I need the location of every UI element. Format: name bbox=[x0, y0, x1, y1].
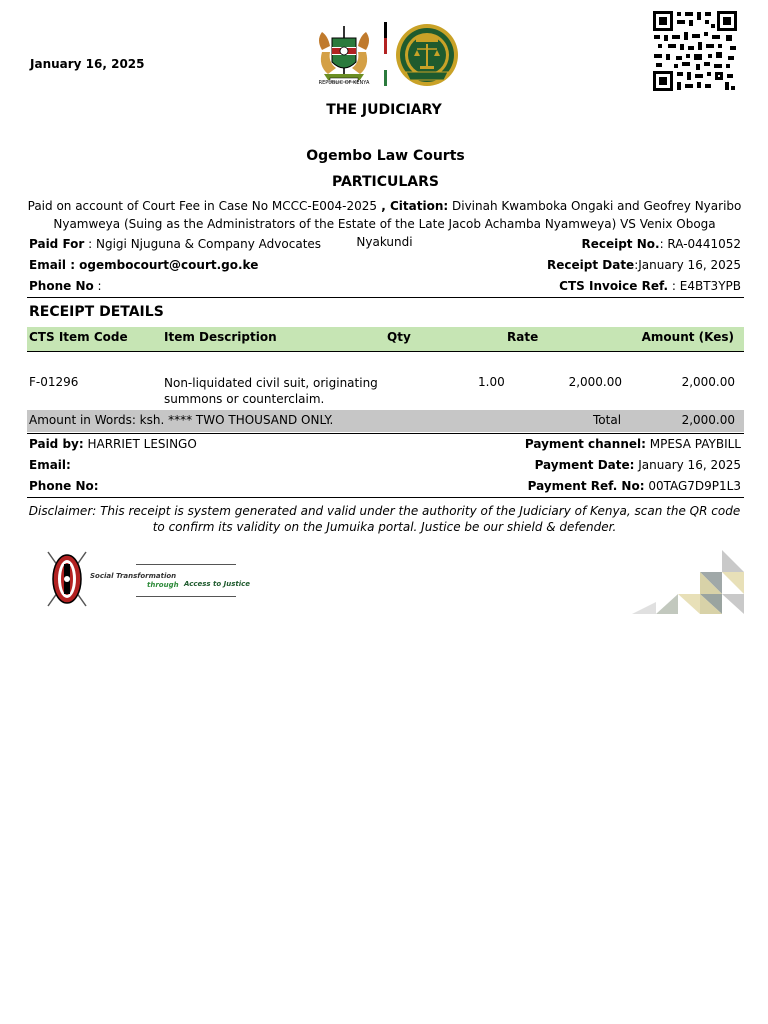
col-header-amount: Amount (Kes) bbox=[641, 330, 734, 344]
col-header-rate: Rate bbox=[507, 330, 539, 344]
total-value: 2,000.00 bbox=[681, 413, 735, 427]
phone-label: Phone No bbox=[29, 279, 94, 293]
receipt-date-header: January 16, 2025 bbox=[30, 57, 145, 71]
payer-email-label: Email: bbox=[29, 458, 71, 472]
receipt-details-title: RECEIPT DETAILS bbox=[29, 304, 164, 320]
qr-code bbox=[652, 10, 738, 92]
phone-value: : bbox=[93, 279, 102, 293]
particulars-comma: , bbox=[377, 199, 390, 213]
tagline-part-1: Social Transformation bbox=[90, 572, 177, 580]
divider bbox=[27, 497, 744, 498]
paid-by-value: HARRIET LESINGO bbox=[83, 437, 197, 451]
payment-channel-value: MPESA PAYBILL bbox=[645, 437, 741, 451]
shield-spears-logo bbox=[44, 550, 90, 608]
paid-for-label: Paid For bbox=[29, 237, 85, 251]
citation-label: Citation: bbox=[389, 199, 449, 213]
case-fee-text: Paid on account of Court Fee in Case No MCCC-E004-2025 bbox=[27, 199, 378, 213]
total-label: Total bbox=[593, 413, 622, 427]
receipt-no-label: Receipt No. bbox=[581, 237, 660, 251]
section-title: PARTICULARS bbox=[332, 174, 439, 190]
receipt-no-value: : RA-0441052 bbox=[659, 237, 741, 251]
payment-channel-label: Payment channel: bbox=[524, 437, 646, 451]
amount-in-words: Amount in Words: ksh. **** TWO THOUSAND ONLY. bbox=[29, 413, 334, 427]
payment-date-label: Payment Date: bbox=[534, 458, 635, 472]
payment-channel-line bbox=[525, 437, 741, 451]
kenya-flag-divider bbox=[384, 22, 387, 86]
tagline-part-3: Access to Justice bbox=[184, 580, 251, 588]
payment-date-line bbox=[535, 458, 741, 472]
col-header-description: Item Description bbox=[164, 330, 277, 344]
divider bbox=[27, 297, 744, 298]
cts-invoice-line bbox=[559, 279, 741, 293]
phone-line bbox=[29, 279, 102, 293]
row-qty: 1.00 bbox=[478, 375, 505, 389]
paid-for-value: : Ngigi Njuguna & Company Advocates bbox=[84, 237, 322, 251]
paid-by-label: Paid by: bbox=[29, 437, 84, 451]
receipt-date-line bbox=[547, 258, 741, 272]
payer-phone-label: Phone No: bbox=[29, 479, 99, 493]
row-amount: 2,000.00 bbox=[681, 375, 735, 389]
tagline-part-2: through bbox=[147, 581, 179, 589]
table-row bbox=[27, 375, 744, 409]
col-header-code: CTS Item Code bbox=[29, 330, 128, 344]
decorative-triangles bbox=[632, 550, 744, 614]
row-rate: 2,000.00 bbox=[568, 375, 622, 389]
amount-in-words-row bbox=[27, 410, 744, 432]
payment-ref-label: Payment Ref. No: bbox=[527, 479, 645, 493]
disclaimer: Disclaimer: This receipt is system generated and valid under the authority of the Judiciary of Kenya, scan the QR code to confirm its validity on the Jumuika portal. Justice be our shield & defender. bbox=[28, 504, 741, 534]
table-header bbox=[27, 327, 744, 352]
paid-by-line bbox=[29, 437, 197, 451]
receipt-date-label: Receipt Date bbox=[547, 258, 635, 272]
receipt-date-value: :January 16, 2025 bbox=[634, 258, 741, 272]
judiciary-seal-logo bbox=[394, 22, 460, 88]
coat-of-arms-caption: REPUBLIC OF KENYA bbox=[318, 80, 370, 86]
payment-ref-value: 00TAG7D9P1L3 bbox=[644, 479, 741, 493]
cts-invoice-label: CTS Invoice Ref. bbox=[559, 279, 669, 293]
col-header-qty: Qty bbox=[387, 330, 411, 344]
row-code: F-01296 bbox=[29, 375, 79, 389]
court-email: Email : ogembocourt@court.go.ke bbox=[29, 258, 259, 272]
paid-for-line bbox=[29, 237, 321, 251]
payment-date-value: January 16, 2025 bbox=[634, 458, 741, 472]
payment-ref-line bbox=[528, 479, 741, 493]
citation-text: Divinah Kwamboka Ongaki and Geofrey Nyaribo Nyamweya (Suing as the Administrators of the Estate of the Late Jacob Achamba Nyamweya) VS Venix Oboga Nyakundi bbox=[53, 199, 742, 249]
org-title: THE JUDICIARY bbox=[326, 102, 442, 118]
cts-invoice-value: : E4BT3YPB bbox=[668, 279, 741, 293]
row-description: Non-liquidated civil suit, originating summons or counterclaim. bbox=[164, 376, 378, 406]
court-name: Ogembo Law Courts bbox=[306, 148, 465, 164]
divider bbox=[27, 433, 744, 434]
receipt-no-line bbox=[581, 237, 741, 251]
